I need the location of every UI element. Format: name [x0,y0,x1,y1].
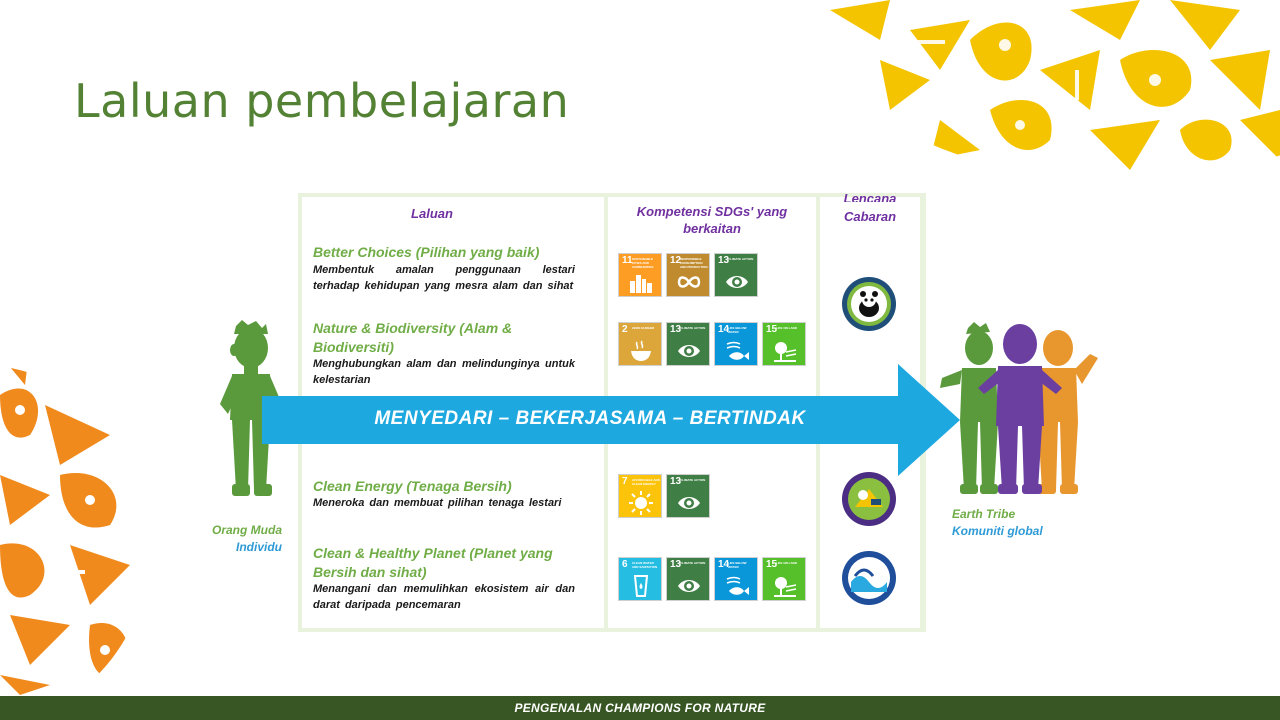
scouts-go-solar-badge [841,471,897,527]
sdg-label: ZERO HUNGER [632,326,655,330]
sdg-number: 15 [766,324,778,335]
sdg-number: 14 [718,324,730,335]
sdg-number: 15 [766,559,778,570]
sdg-number: 11 [622,255,633,266]
sdg-12-tile [666,253,710,297]
page-title: Laluan pembelajaran [74,74,570,128]
plastic-tide-turners-badge [841,550,897,606]
sdg-14-tile [714,557,758,601]
sdg-2-tile [618,322,662,366]
sdg-number: 2 [622,324,628,335]
eye-icon [676,338,702,364]
sdg-15-tile [762,322,806,366]
sdg-label: RESPONSIBLE CONSUMPTION AND PRODUCTION [680,257,708,269]
sdg-label: CLIMATE ACTION [680,561,706,565]
sdg-number: 13 [670,559,682,570]
panda-badge [841,276,897,332]
path-desc-nature-biodiversity: Menghubungkan alam dan melindunginya untuk kelestarian [313,358,575,386]
sdg-label: CLEAN WATER AND SANITATION [632,561,658,569]
sdg-label: LIFE BELOW WATER [728,326,747,334]
sdg-11-tile [618,253,662,297]
path-title-clean-healthy-planet: Clean & Healthy Planet (Planet yang Bersih dan sihat) [313,545,553,580]
left-person-line1: Orang Muda [211,523,282,537]
eye-icon [676,490,702,516]
sdg-15-tile [762,557,806,601]
sdg-13-tile [666,557,710,601]
header-laluan: Laluan [411,206,453,221]
sdg-number: 13 [670,476,682,487]
sdg-7-tile [618,474,662,518]
sdg-label: CLIMATE ACTION [680,326,706,330]
right-group-label [952,506,1092,540]
right-group-line2: Komuniti global [952,524,1043,538]
sdg-number: 7 [622,476,628,487]
sdg-number: 6 [622,559,628,570]
path-title-clean-energy: Clean Energy (Tenaga Bersih) [313,478,512,494]
sdg-label: LIFE ON LAND [776,326,797,330]
sdg-label: LIFE ON LAND [776,561,797,565]
path-desc-clean-healthy-planet: Menangani dan memulihkan ekosistem air dan darat daripada pencemaran [313,583,575,611]
sdg-13-tile [666,474,710,518]
tree-icon [772,338,798,364]
sdg-label: AFFORDABLE AND CLEAN ENERGY [632,478,660,486]
sdg-number: 13 [670,324,682,335]
sdg-number: 12 [670,255,682,266]
orange-tribal-pattern [0,345,160,695]
sun-icon [628,490,654,516]
path-desc-clean-energy: Meneroka dan membuat pilihan tenaga lestari [313,497,562,509]
eye-icon [724,269,750,295]
sdg-14-tile [714,322,758,366]
sdg-13-tile [666,322,710,366]
infinity-icon [676,269,702,295]
sdg-label: SUSTAINABLE CITIES AND COMMUNITIES [632,257,654,269]
eye-icon [676,573,702,599]
water-glass-icon [628,573,654,599]
path-desc-better-choices: Membentuk amalan penggunaan lestari terhadap kehidupan yang mesra alam dan sihat [313,264,575,292]
arrow-text: MENYEDARI – BEKERJASAMA – BERTINDAK [374,408,806,429]
tree-icon [772,573,798,599]
fish-icon [724,573,750,599]
path-title-nature-biodiversity: Nature & Biodiversity (Alam & Biodiversiti) [313,320,513,355]
sdg-6-tile [618,557,662,601]
yellow-tribal-pattern [820,0,1280,180]
bowl-icon [628,338,654,364]
fish-icon [724,338,750,364]
sdg-label: LIFE BELOW WATER [728,561,747,569]
footer-bar: PENGENALAN CHAMPIONS FOR NATURE [0,696,1280,720]
path-title-better-choices: Better Choices (Pilihan yang baik) [313,244,540,260]
header-kompetensi: Kompetensi SDGs' yang berkaitan [636,204,788,236]
right-group-line1: Earth Tribe [952,507,1016,521]
left-person-label [170,522,282,556]
sdg-number: 14 [718,559,730,570]
left-person-line2: Individu [236,540,282,554]
sdg-label: CLIMATE ACTION [680,478,706,482]
sdg-13-tile [714,253,758,297]
header-cabaran: Cabaran [843,209,897,224]
earth-tribe-group-icon [938,318,1100,496]
city-icon [628,269,654,295]
header-cabaran-top: Lencana [843,193,897,202]
sdg-label: CLIMATE ACTION [728,257,754,261]
sdg-number: 13 [718,255,730,266]
